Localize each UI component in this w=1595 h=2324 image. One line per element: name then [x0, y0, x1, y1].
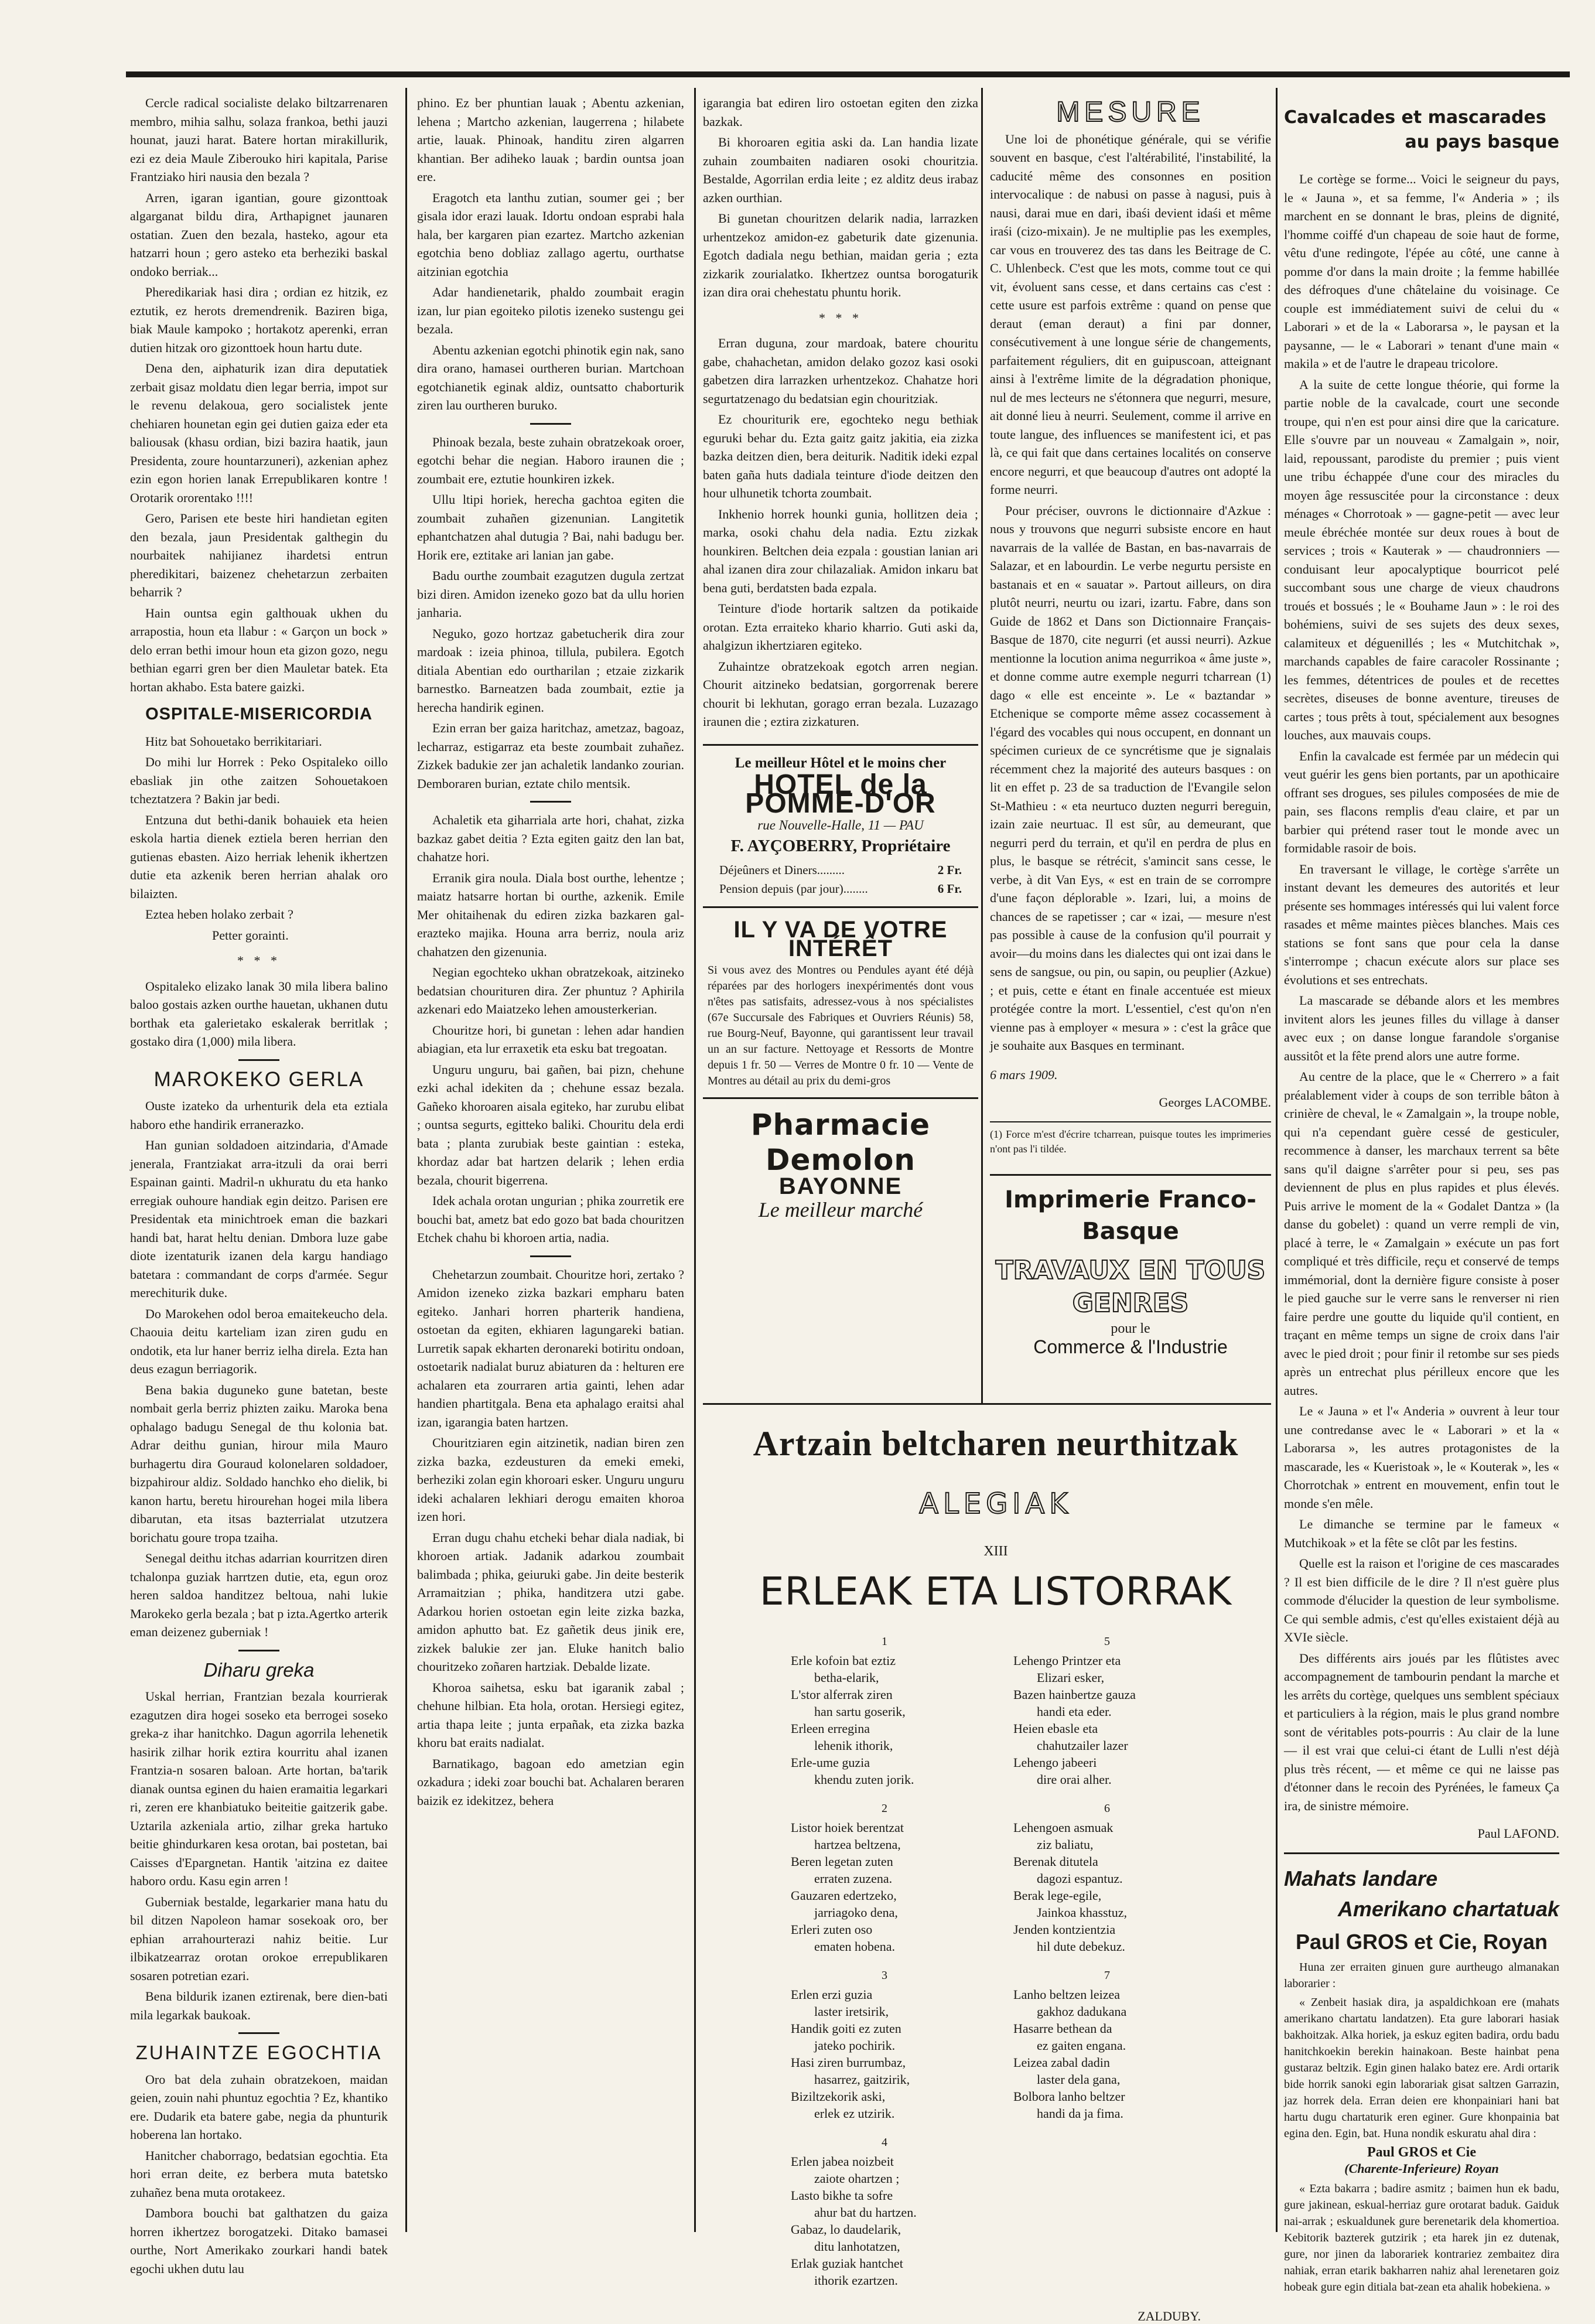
paragraph: Ullu ltipi horiek, herecha gachtoa egiten die zoumbait zuhañen gizenunian. Langitetik ephantchatzen ahal dutugia ? Bai, nahi badugu ber. Horik ere, eztitake ari lanian jan gabe.	[417, 492, 684, 562]
poem-line: Erlen erzi guzia	[791, 1987, 873, 2002]
paragraph: Ouste izateko da urhenturik dela eta eztiala haboro ethe handirik erranerazko.	[130, 1098, 388, 1132]
paragraph: Barnatikago, bagoan edo ametzian egin ozkadura ; ideki zoar bouchi bat. Achalaren beraren baizik ez idekitzez, behera	[417, 1756, 684, 1808]
paragraph: Teinture d'iode hortarik saltzen da potikaide orotan. Ezta erraiteko khario kharrio. Guti aski da, ahalgizun ikhertziaren egiteko.	[703, 601, 978, 653]
paragraph: Erran duguna, zour mardoak, batere chouritu gabe, chahachetan, amidon delako gozoz kasi osoki gabetzen dira larrazken urhentzekoz. Chahatze hori segurtatzenago du bedatsian egin chouritziak.	[703, 336, 978, 406]
paragraph: Eztea heben holako zerbait ?	[145, 907, 293, 922]
column-rule	[981, 88, 983, 1403]
printer-name: Imprimerie Franco-Basque	[1005, 1186, 1256, 1245]
poem-line: Beren legetan zuten	[791, 1854, 893, 1869]
poem-line: Erleri zuten oso	[791, 1922, 873, 1937]
mahats-company: Paul GROS et Cie, Royan	[1295, 1929, 1548, 1954]
paragraph: igarangia bat ediren liro ostoetan egiten den zizka bazkak.	[703, 95, 978, 129]
stanza-number: 1	[882, 1635, 887, 1648]
column-5	[1284, 94, 1559, 2294]
paragraph: Oro bat dela zuhain obratzekoen, maidan geien, zouin nahi phuntuz egochtia ? Ez, khantiko ere. Dudarik eta batere gabe, negia da phunturik hoberena lan hortako.	[130, 2072, 388, 2142]
poem-line: hil dute debekuz.	[1037, 1939, 1125, 1954]
hotel-advertisement	[703, 744, 978, 907]
poem-line: hasarrez, gaitzirik,	[814, 2072, 910, 2087]
poem-line: Lasto bikhe ta sofre	[791, 2188, 893, 2203]
column-rule	[694, 88, 696, 2232]
poem-stanza	[791, 2136, 978, 2289]
stanza-number: 4	[882, 2136, 887, 2149]
poem-line: Lehengo jabeeri	[1013, 1755, 1097, 1770]
poem-line: dire orai alher.	[1037, 1772, 1112, 1787]
paragraph: Phinoak bezala, beste zuhain obratzekoak oroer, egotchi behar die negian. Haboro iraunen die ; zoumbait ere, eztutie hounkiren izkek.	[417, 434, 684, 486]
poem-stanza	[1013, 1969, 1201, 2122]
poem-line: Bolbora lanho beltzer	[1013, 2089, 1125, 2104]
stanza-number: 2	[882, 1802, 887, 1815]
poem-line: Erlen jabea noizbeit	[791, 2154, 894, 2169]
poem-line: L'stor alferrak ziren	[791, 1687, 893, 1702]
paragraph: Cercle radical socialiste delako biltzarrenaren membro, mihia salhu, solaza frankoa, bethi jauzi hounat, jauzi harat. Batere hortan mirakillurik, ezi ez deia Maule Ziberouko hiri kapitala, Parise Frantziako hiri nausia den bezala ?	[130, 95, 388, 184]
ornament: * * *	[819, 310, 862, 325]
printer-pour: pour le	[1111, 1320, 1150, 1336]
hotel-name: HOTEL de la POMME-D'OR	[745, 769, 936, 819]
paragraph: Dena den, aiphaturik izan dira deputatiek zerbait gisaz moldatu dien legar berria, impot sur le revenu delakoua, gero socialistek jente chehiaren hounetan egin gei dutien gaiza eder eta baliousak (khasu ordian, bizi bazira haatik, jaun Presidenta, zoure hountarzuneri), azkenian aphez ezin egon horien lanak Errepublikaren kontre ! Orotarik ororentako !!!!	[130, 361, 388, 505]
poem-section	[703, 1412, 1289, 2323]
column-4	[990, 94, 1271, 1400]
column-rule	[405, 88, 407, 2232]
paragraph: Chouritze hori, bi gunetan : lehen adar handien abiagian, eta lur erraxetik eta esku bat tregoatan.	[417, 1022, 684, 1056]
paragraph: Bi gunetan chouritzen delarik nadia, larrazken urhentzekoz amidon-ez gabeturik date gizenunia. Egotch dadiala negu bethian, maidan geria ; ezta zizkarik zourialatko. Ikhertzez ountsa borogaturik izan dira orai chehestatu phuntu horik.	[703, 211, 978, 299]
paragraph: Idek achala orotan ungurian ; phika zourretik ere bouchi bat, ametz bat edo gozo bat bada chouritzen Etchek chahu bi khoroen artia, nadia.	[417, 1193, 684, 1245]
heading-diharu: Diharu greka	[203, 1658, 315, 1681]
paragraph: Achaletik eta giharriala arte hori, chahat, zizka bazkaz gabet deitia ? Ezta egiten gaitz den lan bat, chahatze hori.	[417, 813, 684, 864]
hotel-tagline: Le meilleur Hôtel et le moins cher	[735, 755, 947, 771]
stanza-number: 5	[1104, 1635, 1110, 1648]
poem-line: Erleen erregina	[791, 1721, 870, 1736]
poem-line: ithorik ezartzen.	[814, 2273, 898, 2288]
paragraph: Bena bakia duguneko gune batetan, beste nombait gerla berriz phizten zaiku. Maroka bena ophalago badugu Senegal de thu kolonia bat. Adrar deithu gunian, hirour mila Mauro burhagertu dira Gouraud kolonelaren soldadoer, bizpahirour aldiz. Soldado hanchko eho dielik, bi kanon hartu, beretu hirourehan hogei mila libera dibarutan, eta itsas bazterrialat utzutzera borichatu goure tropa tzaiha.	[130, 1382, 388, 1545]
poem-line: Erle kofoin bat eztiz	[791, 1653, 896, 1668]
poem-line: Gabaz, lo daudelarik,	[791, 2222, 901, 2237]
poem-line: erraten zuzena.	[814, 1871, 893, 1886]
poem-stanza	[791, 1969, 978, 2122]
paragraph: Han gunian soldadoen aitzindaria, d'Amade jenerala, Frantziakat arra-itzuli da orai berri Espainan gainti. Madril-n ukhuratu du eta hanko erregiak ouhoure handiak egin deitzo. Parisen ere Presidentak eta minichtroek eman die bazkari handi bat, harat heltu denian. Dmbora luze gabe diote izentaturik izanen dela kargu handiago batetara : commandant de corps d'armée. Segur merechiturik duke.	[130, 1138, 388, 1300]
paragraph: Erran dugu chahu etcheki behar diala nadiak, bi khoroen artiak. Jadanik adarkou zoumbait balimbada ; phika, geiuruki gabe. Jin deite besterik Arramaitzian ; phika, handitzera utzi gabe. Adarkou horien ostoetan egin leite zizka bazka, amidon aphutto bat. Ez gañetik deus jinik ere, zizkek balukie zer jan. Eluke hanitch balio chouritzeko zoñaren hartziak. Debalde lizate.	[417, 1530, 684, 1674]
column-1	[130, 94, 388, 2276]
paragraph: Zuhaintze obratzekoak egotch arren negian. Chourit aitzineko bedatsian, gorgorrenak berere chourit bi lekhutan, gorago erran bezala. Luzazago iraunen die ; eztira zizkaturen.	[703, 658, 978, 729]
paragraph: Ospitaleko elizako lanak 30 mila libera balino baloo gostais azken ourthe hauetan, ukhanen dutu borthak eta galerietako eskalerak berritlak ; gostako dira (1,000) mila libera.	[130, 978, 388, 1049]
paragraph: Neguko, gozo hortzaz gabetucherik dira zour mardoak : izeia phinoa, tillula, pubilera. Egotch ditiala Abentian edo ourtharilan ; etzaie zizkarik barnestko. Barneatzen bada zoumbait, eztie ja herecha handirik eginen.	[417, 626, 684, 715]
paragraph: Le « Jauna » et l'« Anderia » ouvrent à leur tour une contredanse avec le « Laborari » et la « Laborarsa », les autres protagonistes de la mascarade, les « Kueristoak », le « Kouterak », les « Chorrotchak » entrent en mouvement, enfin tout le monde s'en mêle.	[1284, 1404, 1559, 1511]
paragraph: Entzuna dut bethi-danik bohauiek eta heien eskola hartia dienek eztiela beren herrian den gutienas ebasten. Aizo herriak lehenik ikhertzen dutie eta azkenik beren herrian ahalak oro bilaizten.	[130, 812, 388, 901]
paragraph: Bi khoroaren egitia aski da. Lan handia lizate zuhain zoumbaiten nadiaren osoki chouritzia. Bestalde, Agorrilan erdia leite ; ez alditz deus irabaz azken ourthian.	[703, 135, 978, 205]
poem-line: Lehengoen asmuak	[1013, 1820, 1114, 1835]
paragraph: Au centre de la place, que le « Cherrero » a fait préalablement vider à coups de son terrible bâton à crinière de cheval, le « Zamalgain », la troupe noble, qui n'a cependant guère cessé de gesticuler, recommence à danser, les marchaux terrent sa bête sans qu'il daigne s'arrêter pour si peu, ses pas deviennent de plus en plus rapides et plus élevés. Puis arrive le moment de la « Godalet Dantza » (la danse du gobelet) : quand un verre rempli de vin, placé à terre, le « Zamalgain » exécute un pas fort compliqué et très difficile, reçu et conservé de temps immémorial, dont la dernière figure consiste à poser le pied gauche sur le verre sans le renverser ni rien faire perdre une goutte du liquide qu'il contient, en traçant en même temps un signe de croix dans l'air avec le pied droit ; pour finir il retombe sur ses pieds après un entrechat plus périlleux encore que les autres.	[1284, 1069, 1559, 1398]
poem-line: handi eta eder.	[1037, 1704, 1112, 1719]
poem-line: erlek ez utzirik.	[814, 2106, 895, 2121]
poem-line: Hasi ziren burrumbaz,	[791, 2055, 906, 2070]
paragraph: Une loi de phonétique générale, qui se vérifie souvent en basque, c'est l'altérabilité, l'instabilité, la caducité même des consonnes en position intervocalique : de nabusi on passe à nagusi, puis à nausi, darai mue en dari, ibaśi devient idaśi et même iraśi (cizo-mixain). Je ne multiplie pas les exemples, car vous en trouverez des tas dans les Beitrage de C. C. Uhlenbeck. C'est que les mots, comme tout ce qui vit, évoluent sans cesse, et dans certains cas c'est : cette usure est parfois extrême : quand on pense que deraut (eman deraut) a fini par donner, consécutivement à une longue série de changements, parfaitement réguliers, dit en guipuscoan, atteignant ainsi à l'extrême limite de la dégradation phonique, nul de mes lecteurs ne s'étonnera que negurri, mesure, ait donné lieu à neurri. Seulement, comme il arrive en toute langue, des influences se manifestent ici, et pas là, ce qui fait que dans certaines localités on conserve encore negurri, et que beaucoup d'autres ont adopté la forme neurri.	[990, 131, 1271, 497]
poem-line: betha-elarik,	[814, 1670, 879, 1685]
poem-line: Jainkoa khasstuz,	[1037, 1905, 1127, 1920]
divider	[530, 423, 571, 425]
article-signature: Georges LACOMBE.	[1159, 1095, 1271, 1110]
footnote: (1) Force m'est d'écrire tcharrean, puisque toutes les imprimeries n'ont pas l'i tildée.	[990, 1121, 1271, 1156]
stanza-number: 6	[1104, 1802, 1110, 1815]
printer-works: TRAVAUX EN TOUS GENRES	[995, 1255, 1266, 1318]
paragraph: phino. Ez ber phuntian lauak ; Abentu azkenian, lehena ; Martcho azkenian, laugerrena ; hilabete artie, lauak. Phinoak, handitu ziren algarren khantian. Ber adiheko lauak ; bardin ountsa joan ere.	[417, 95, 684, 184]
paragraph: Gero, Parisen ete beste hiri handietan egiten den bezala, jaun Presidentak galthegin du nourbaitek nahijianez ihardetsi entrun pheredikitari, baizenez chehetarzun zerbaiten beharrik ?	[130, 511, 388, 599]
poem-line: jateko pochirik.	[814, 2038, 896, 2053]
poem-stanzas	[703, 1635, 1289, 2303]
paragraph: Adar handienetarik, phaldo zoumbait eragin izan, lur pian egoiteko pilotis izeneko sustengu gei bezala.	[417, 285, 684, 336]
divider	[238, 2032, 279, 2034]
poem-series-title: Artzain beltcharen neurthitzak	[753, 1424, 1239, 1463]
pharmacy-city: BAYONNE	[778, 1173, 903, 1199]
poem-line: hartzea beltzena,	[814, 1837, 901, 1852]
paragraph: En traversant le village, le cortège s'arrête un instant devant les demeures des autorités et leur présente ses hommages intéressés qui lui valent force rasades et même maintes pièces blanches. Mais ces stations se font sans que pour cela la danse s'interrompe ; chacun exécute alors sur place ses évolutions et ses entrechats.	[1284, 861, 1559, 987]
column-3	[703, 94, 978, 1400]
poem-line: khendu zuten jorik.	[814, 1772, 914, 1787]
paragraph: La mascarade se débande alors et les membres invitent alors les jeunes filles du village à danser avec eux ; on danse longue farandole s'organise aussitôt et la fête prend alors une autre forme.	[1284, 993, 1559, 1063]
top-rule	[126, 71, 1570, 77]
poem-line: Jenden kontzientzia	[1013, 1922, 1116, 1937]
paragraph: Do Marokehen odol beroa emaitekeucho dela. Chaouia deitu karteliam izan ziren gudu en ondotik, eta lur haner berriz ielha direla. Ezta han deus ezagun berriagorik.	[130, 1306, 388, 1376]
paragraph: Eragotch eta lanthu zutian, soumer gei ; ber gisala idor erazi lauak. Idortu ondoan esprabi hala hala, ber kargaren pian ezartez. Martcho azkenian egotchia beno dobliaz zallago agertu, ourthatse aitzinian egotchia	[417, 190, 684, 279]
poem-line: Biziltzekorik aski,	[791, 2089, 886, 2104]
paragraph: Pour préciser, ouvrons le dictionnaire d'Azkue : nous y trouvons que negurri subsiste encore en haut navarrais de la vallée de Bastan, en bas-navarrais de Salazar, et en labourdin. Le verbe negurtu persiste en bastanais et en « sauatar ». Partout ailleurs, on dira plutôt neurri, neurtu ou izari, izartu. Fabre, dans son Guide de 1862 et Dans son Dictionnaire Français-Basque de 1870, cite negurri (et aussi neurri). Azkue mentionne la locution anima negurrikoa « âme juste », et donne comme autre exemple negurri tcharrean (1) dago « elle est enceinte ». Le « baztandar » Etchenique se comporte même assez cocassement à l'égard des vocables qui nous occupent, en donnant un spécimen curieux de ce syncrétisme que je signalais récemment chez la majorité des auteurs basques : on lit en effet p. 23 de sa traduction de l'Evangile selon St-Mathieu : « eta neurtuco duzten negurri bereguin, izain zaie neurtuac. Il est sûr, au demeurant, que negurri perd du terrain, et qu'il en perdra de plus en plus, le basque se rétrécit, s'amincit sans cesse, le verbe, à dit Van Eys, « est en train de se corrompre d'une façon déplorable ». Izari, lui, a moins de chances de se rapetisser ; car « izai, — mesure n'est pas possible à cause de la confusion qu'il pourrait y avoir—du moins dans les dialectes qui ont izai dans le sens de sangsue, ou pin, ou sapin, ou peuplier (Azkue) ; et puis, cette e étant en finale accentuée est mieux protégée contre la mort. L'essentiel, c'est qu'on n'en vienne pas à employer « mesura » : c'est la grâce que je souhaite aux Basques en terminant.	[990, 503, 1271, 1053]
poem-title: ERLEAK ETA LISTORRAK	[759, 1569, 1232, 1614]
watch-ad-body: Si vous avez des Montres ou Pendules ayant été déjà réparées par des horlogers inexpérimentés dont vous n'êtes pas satisfaits, adressez-vous à nos spécialistes (67e Succursale des Fabriques et Ouvriers Réunis) 58, rue Bourg-Neuf, Bayonne, qui garantissent leur travail un an sur facture. Nettoyage et Ressorts de Montre depuis 1 fr. 50 — Verres de Montre 0 fr. 10 — Vente de Montres au détail au prix du demi-gros	[708, 964, 974, 1087]
paragraph: Le dimanche se termine par le fameux « Mutchikoak » et la fête se clôt par les festins.	[1284, 1517, 1559, 1550]
poem-line: Handik goiti ez zuten	[791, 2021, 901, 2036]
hotel-owner: F. AYÇOBERRY, Propriétaire	[730, 836, 951, 855]
poem-top-rule	[703, 1403, 1271, 1405]
poem-line: zaiote ohartzen ;	[814, 2171, 900, 2186]
poem-line: Heien ebasle eta	[1013, 1721, 1098, 1736]
paragraph: Des différents airs joués par les flûtistes avec accompagnement de tambourin pendant la marche et les arrêts du cortège, quelques uns semblent spéciaux et particuliers à la région, mais le plus grand nombre sont de véritables pots-pourris : Au clair de la lune — il est vrai que celui-ci étant de Lulli n'est déjà plus très récent, — et même ce qui ne laisse pas d'étonner dans le recoin des Pyrénées, le fameux Ça ira, de sinistre mémoire.	[1284, 1650, 1559, 1813]
paragraph: Petter gorainti.	[212, 927, 289, 943]
paragraph: Inkhenio horrek hounki gunia, hollitzen deia ; marka, osoki chahu dela nadia. Eztu zizkak hounkiren. Beltchen deia ezpala : goustian lanian ari ahal izanen dira zour chilazaliak. Amidon inkaru bat bena guti, berdatsten bada ezpala.	[703, 506, 978, 595]
divider	[238, 1059, 279, 1061]
poem-line: Gauzaren edertzeko,	[791, 1888, 897, 1903]
mahats-advertisement	[1284, 1852, 1559, 2296]
stanza-column-right	[978, 1635, 1201, 2303]
paragraph: Khoroa saihetsa, esku bat igaranik zabal ; chehune hilbian. Eta hola, orotan. Hersiegi egitez, artia thapa leite ; junta erpañak, eta zizka bazka khoru bat eraits nadialat.	[417, 1680, 684, 1750]
poem-line: ez gaiten engana.	[1037, 2038, 1126, 2053]
hotel-address: rue Nouvelle-Halle, 11 — PAU	[757, 818, 924, 832]
paragraph: Le cortège se forme... Voici le seigneur du pays, le « Jauna », et sa femme, l'« Anderia » ; ils marchent en se donnant le bras, pleins de dignité, l'homme coiffé d'un chapeau de soie haut de forme, vêtu d'une redingote, l'épée au côté, une canne à pomme d'or dans la main droite ; la femme habillée des défroques d'une châtelaine du voisinage. Ce couple est immédiatement suivi de celui du « Laborari » et de la « Laborarsa », le paysan et la paysanne, — le « Laborari » tenant d'une main « makila » et de l'autre le drapeau tricolore.	[1284, 172, 1559, 371]
paragraph: Uskal herrian, Frantzian bezala kourrierak ezagutzen dira hogei soseko eta berrogei soseko greka-z ihar hanitchko. Dagun agorrila lehenetik hasirik zilhar horik eztira kourritu ahal izanen Frantzia-n sosaren baloan. Arte hortan, ba'tarik dianak ountsa eginen du haien eramaitia legarkari ri, zeren ere khanbiatuko beiteitie gaitzerik gabe. Uztarila azkeniala artio, zilhar greka hartuko beitie ghindurkaren kesa orotan, bai postetan, bai Caisses d'Epargnetan. Hantik 'aitzina ez daitee haboro ordu. Kasu egin arren !	[130, 1689, 388, 1888]
poem-line: Erlak guziak hantchet	[791, 2256, 903, 2271]
poem-line: handi da ja fima.	[1037, 2106, 1123, 2121]
article-signature: Paul LAFOND.	[1477, 1826, 1559, 1841]
poem-line: jarriagoko dena,	[814, 1905, 898, 1920]
poem-line: Leizea zabal dadin	[1013, 2055, 1110, 2070]
stanza-column-left	[791, 1635, 978, 2303]
paragraph: Unguru unguru, bai gañen, bai pizn, chehune ezki achal idekiten da ; chehune essaz bezala. Gañeko khoroaren aisala egiteko, har zurubu elibat ; ountsa segurts, egitteko baliki. Chouritu dela erdi bata ; planta zurubiak beste gaintian : esteka, khordaz adar bat hartzen delarik ; lehen erdia bezala, chourit bigerrena.	[417, 1062, 684, 1187]
paragraph: Guberniak bestalde, legarkarier mana hatu du bil ditzen Napoleon hamar sosekoak oro, ber ephian arrahourterazi nahiz beitie. Lur ilbikatzearraz orotan orokoe errepublikaren sosaren potretian ezari.	[130, 1894, 388, 1983]
column-2	[417, 94, 684, 2226]
poem-line: laster dela gana,	[1037, 2072, 1121, 2087]
paragraph: Dambora bouchi bat galthatzen du gaiza horren ikhertzez borogatzeki. Ditako bamasei ourthe, Nort Amerikako zourkari handi batek egochi ukhen dutu lau	[130, 2206, 388, 2276]
poem-line: Listor hoiek berentzat	[791, 1820, 904, 1835]
paragraph: Badu ourthe zoumbait ezagutzen dugula zertzat bizi diren. Amidon izeneko gozo bat da ullu horien janharia.	[417, 568, 684, 620]
stanza-number: 7	[1104, 1969, 1110, 1982]
heading-zuhaintze: ZUHAINTZE EGOCHTIA	[135, 2042, 382, 2063]
poem-line: ditu lanhotatzen,	[814, 2239, 900, 2254]
poem-line: lehenik ithorik,	[814, 1738, 893, 1753]
divider	[530, 1255, 571, 1257]
paragraph: Ez chouriturik ere, egochteko negu bethiak eguruki behar du. Ezta gaitz gaitz jakitia, eia zizka bazka deitzen dien, bera deiturik. Naditik ideki ezpal baten gaña huts dadiala teinture d'iode deitzen den hour ulhunetik tchorta zoumbait.	[703, 412, 978, 500]
paragraph: Hain ountsa egin galthouak ukhen du arrapostia, houn eta llabur : « Garçon un bock » delo erran bethi imour houn eta gizon gozo, negu bethian egarri gren ber dien Mauletar batek. Eta hortan akhabo. Esta batere gaizki.	[130, 605, 388, 694]
mahats-body: Huna zer erraiten ginuen gure aurtheugo almanakan laborarier : « Zenbeit hasiak dira, ja aspaldichkoan ere (mahats amerikano chartatu landatzen). Eta gure laborari hasiak bakhoitzak. Alka horiek, ja eskuz egiten badira, ordu badu hanitchkoekin berekin hainakoan. Beste hainbat pena gustaraz beltzik. Egin ginen halako batez ere. Ardi ortarik bide horrik sanoki egin laborariak gisat saltzen Garrazin, jaz horrek dela. Erran deien ere khonpainiari hani bat hartu dugu chartaturik eren eginer. Gure khonpainia bat egina den. Egin, bat. Huna nondik eskuratu ahal dira : Paul GROS et Cie (Charente-Inferieure) Royan « Ezta bakarra ; badire asmitz ; baimen hun ek badu, gure jakinean, eskual-herriaz gure orotarat baduk. Gaiduk nai-arrak ; eskualdunek gure berenetarik dela khomertioa. Kebitorik bazterek gutzirik ; eta harek jin ez dutenak, gure, nor jinen da laborariek kontrariez zembaitez dira nahiak, erran etarik bakharren nahiz ahal lerenetaren goiz hobeak gure egin ditiala bat-zean eta ahalik hobekiena. »	[1284, 1961, 1559, 2294]
poem-line: Berenak ditutela	[1013, 1854, 1098, 1869]
poem-line: gakhoz dadukana	[1037, 2004, 1127, 2019]
printer-advertisement	[990, 1174, 1271, 1365]
printer-commerce: Commerce & l'Industrie	[1033, 1336, 1228, 1357]
heading-mesure: MESURE	[1056, 97, 1205, 128]
paragraph: Chouritziaren egin aitzinetik, nadian biren zen zizka bazka, ezdeusturen da emeki emeki, berheziki zolan egin khoroari esker. Unguru unguru ideki achalaren lekhiari derogu emaiten khoroa izen hori.	[417, 1435, 684, 1524]
poem-line: Lanho beltzen leizea	[1013, 1987, 1121, 2002]
paragraph: Hitz bat Sohouetako berrikitariari.	[145, 733, 322, 749]
watch-advertisement	[703, 906, 978, 1097]
paragraph: Pheredikariak hasi dira ; ordian ez hitzik, ez eztutik, ez herots dremendrenik. Baziren biga, biak Maule kampoko ; hortakotz aperenki, erran dutien hitzak oro gizonttoek houn hartu dute.	[130, 285, 388, 355]
poem-line: Erle-ume guzia	[791, 1755, 870, 1770]
poem-line: han sartu goserik,	[814, 1704, 906, 1719]
divider	[530, 801, 571, 803]
ornament: * * *	[237, 953, 281, 968]
paragraph: Do mihi lur Horrek : Peko Ospitaleko oillo ebasliak jin othe zaitzen Sohouetakoen tcheztatzera ? Bakin jar bedi.	[130, 755, 388, 806]
pharmacy-advertisement	[703, 1097, 978, 1227]
paragraph: Bena bildurik izanen eztirenak, bere dien-bati mila legarkak baukoak.	[130, 1989, 388, 2022]
poem-line: dagozi espantuz.	[1037, 1871, 1123, 1886]
heading-marokeko: MAROKEKO GERLA	[153, 1067, 364, 1091]
paragraph: Negian egochteko ukhan obratzekoak, aitzineko bedatsian chourituren dira. Zer phuntuz ? Aphirila azkenari edo Maiatzeko lehen amousterkerian.	[417, 965, 684, 1016]
poem-number: XIII	[983, 1544, 1008, 1559]
paragraph: Ezin erran ber gaiza haritchaz, ametzaz, bagoaz, lecharraz, estigarraz eta beste zoumbait zuhañez. Zizkek badukie zer jan achaletik landanko zourian. Demboraren burian, eztate chilo mentsik.	[417, 721, 684, 791]
column-rule	[1276, 88, 1278, 2232]
paragraph: Enfin la cavalcade est fermée par un médecin qui veut guérir les gens bien portants, par un apothicaire offrant ses drogues, ses pilules composées de mie de pain, ses flacons remplis d'eau claire, et par un barbier qui prétend raser tout le monde avec un formidable rasoir de bois.	[1284, 748, 1559, 855]
poem-stanza	[791, 1802, 978, 1955]
poem-line: Berak lege-egile,	[1013, 1888, 1102, 1903]
poem-line: ematen hobena.	[814, 1939, 896, 1954]
paragraph: Chehetarzun zoumbait. Chouritze hori, zertako ? Amidon izeneko zizka bazkari empharu baten egiteko. Janhari horren pharterik handiena, ostoetan da egiten, ekhiaren lagungareki batian. Lurretik sapak ekharten deronareki botiritu ondoan, ostoetarik nadialat buruz abiaturen da : helturen ere achalaren eta zourraren artia gainti, lehen adar handien phartitgala. Bena eta aphalago eraitsi ahal izan, igarangia baten hartzen.	[417, 1267, 684, 1429]
cavalcades-title: Cavalcades et mascarades au pays basque	[1284, 107, 1559, 152]
divider	[238, 1650, 279, 1651]
paragraph: Quelle est la raison et l'origine de ces mascarades ? Il est bien difficile de le dire ? Il n'est guère plus commode d'élucider la question de leur symbolisme. Ce qui semble admis, c'est qu'elles existaient déjà au XVIe siècle.	[1284, 1556, 1559, 1644]
pharmacy-name: Pharmacie Demolon	[750, 1108, 931, 1177]
watch-ad-title: IL Y VA DE VOTRE INTÉRÊT	[733, 917, 948, 961]
poem-line: Hasarre bethean da	[1013, 2021, 1112, 2036]
poem-stanza	[1013, 1802, 1201, 1955]
mahats-title: Mahats landare Amerikano chartatuak	[1284, 1866, 1559, 1921]
paragraph: Hanitcher chaborrago, bedatsian egochtia. Eta hori erran deite, ez berbera muta batetsko zuhañez bena muta orotakeez.	[130, 2148, 388, 2200]
paragraph: A la suite de cette longue théorie, qui forme la partie noble de la cavalcade, court une seconde troupe, qui n'en est pour ainsi dire que la caricature. Elle s'ouvre par un nouveau « Zamalgain », noir, laid, repoussant, parodiste du premier ; puis vient une tribu échappée d'une cour des miracles du moyen âge ressuscitée pour la circonstance : deux ménages « Chorrotoak » — gagne-petit — avec leur meule ébréchée montée sur deux roues à bout de services ; trois « Kauterak » — chaudronniers — conduisant leur apocalyptique bourricot pelé succombant sous une charge de vieux chaudrons troués et bossués ; le « Bouhame Jaun » : le roi des bohémiens, suivi de ses sujets des deux sexes, calamiteux et déguenillés ; les « Mutchitchak », marchands capables de faire caracoler Rossinante ; les femmes, détentrices de poules et de recettes secrètes, diseuses de bonne aventure, tireuses de cartes ; tous prêts à tout, spécialement aux besognes louches, aux mauvais coups.	[1284, 377, 1559, 742]
poem-signature: ZALDUBY.	[1138, 2309, 1201, 2323]
stanza-number: 3	[882, 1969, 887, 1982]
poem-stanza	[791, 1635, 978, 1788]
poem-line: chahutzailer lazer	[1037, 1738, 1128, 1753]
poem-line: laster iretsirik,	[814, 2004, 889, 2019]
poem-line: Bazen hainbertze gauza	[1013, 1687, 1136, 1702]
paragraph: Arren, igaran igantian, goure gizonttoak algarganat bildu dira, Arthapignet jaunaren ostatian. Zuen den bezala, hasteko, agour eta hatzarri houn ; gero asteko eta berheziki baskal ondoko berriak...	[130, 190, 388, 279]
paragraph: Erranik gira noula. Diala bost ourthe, lehentze ; maiatz hatsarre hortan bi ourthe, azkenik. Emile Mer ohitaihenak du ediren zizka bazkaren gal-erazteko majika. Houna arra berriz, noula ariz chahatzen den gizenunia.	[417, 870, 684, 959]
poem-line: Elizari esker,	[1037, 1670, 1105, 1685]
poem-line: ahur bat du hartzen.	[814, 2205, 917, 2220]
article-date: 6 mars 1909.	[990, 1067, 1058, 1082]
heading-ospitale: OSPITALE-MISERICORDIA	[145, 705, 373, 724]
poem-collection-title: ALEGIAK	[919, 1487, 1073, 1520]
pharmacy-tagline: Le meilleur marché	[758, 1197, 923, 1221]
paragraph: Senegal deithu itchas adarrian kourritzen diren tchalonpa guziak harrtzen dutie, eta, egun oroz heren saldoa handitzez beltoua, nahi lukie Marokeko gerla bezala ; bat p izta.Agertko arterik eman deizenez guberniak !	[130, 1551, 388, 1639]
hotel-prices: Déjeûners et Diners......... 2 Fr. Pension depuis (par jour)........ 6 Fr.	[719, 863, 962, 896]
paragraph: Abentu azkenian egotchi phinotik egin nak, sano dira orano, hamasei ourtheren burian. Martchoan egotchianetik eginak aldiz, ountsatto chaborturik ziren lau ourtheren buruko.	[417, 342, 684, 412]
poem-line: ziz baliatu,	[1037, 1837, 1094, 1852]
poem-stanza	[1013, 1635, 1201, 1788]
poem-line: Lehengo Printzer eta	[1013, 1653, 1121, 1668]
